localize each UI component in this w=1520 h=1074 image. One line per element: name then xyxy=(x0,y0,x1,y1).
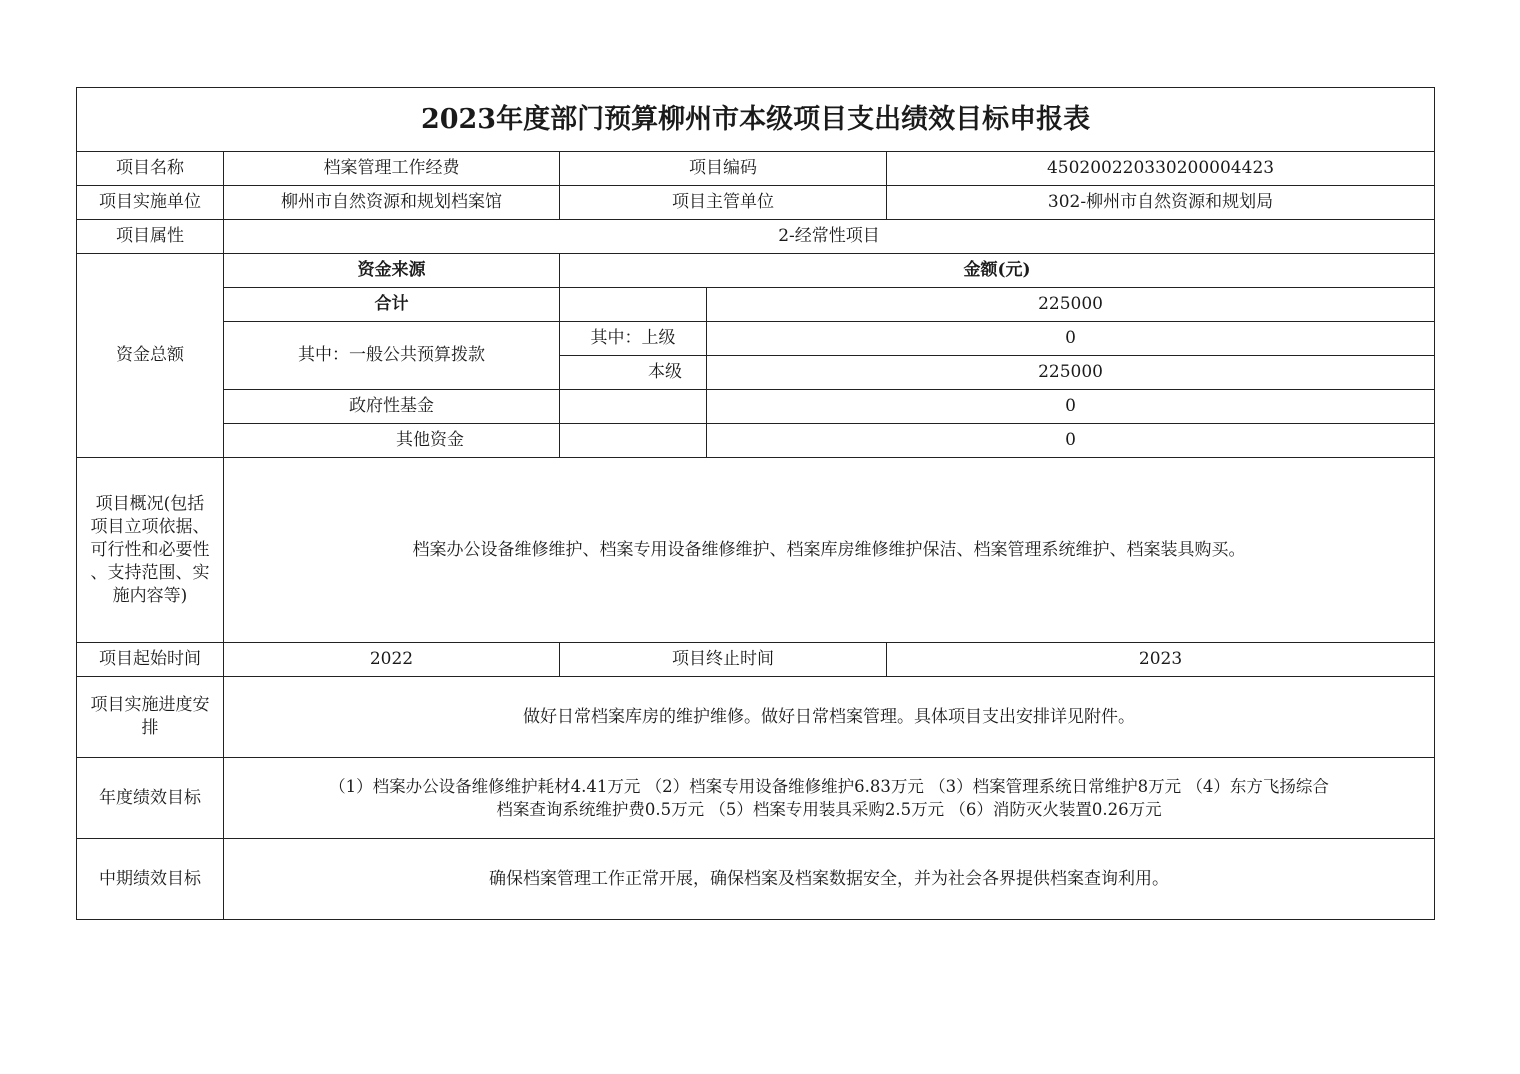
funds-label: 资金总额 xyxy=(77,254,224,458)
overview-text: 档案办公设备维修维护、档案专用设备维修维护、档案库房维修维护保洁、档案管理系统维护、档案装具购买。 xyxy=(224,458,1435,643)
funds-source-header: 资金来源 xyxy=(224,254,560,288)
admin-unit-value: 302-柳州市自然资源和规划局 xyxy=(887,186,1435,220)
project-name-value: 档案管理工作经费 xyxy=(224,152,560,186)
funds-gov-fund-empty xyxy=(560,390,707,424)
funds-total-value: 225000 xyxy=(707,288,1435,322)
funds-gov-fund-value: 0 xyxy=(707,390,1435,424)
impl-unit-label: 项目实施单位 xyxy=(77,186,224,220)
progress-label xyxy=(77,677,224,758)
start-time-value: 2022 xyxy=(224,643,560,677)
end-time-label: 项目终止时间 xyxy=(560,643,887,677)
funds-amount-header: 金额(元) xyxy=(560,254,1435,288)
overview-label-line: 项目立项依据、 xyxy=(90,516,210,537)
midterm-goal-text: 确保档案管理工作正常开展，确保档案及档案数据安全，并为社会各界提供档案查询利用。 xyxy=(224,839,1435,920)
midterm-goal-label: 中期绩效目标 xyxy=(77,839,224,920)
funds-general-label: 其中：一般公共预算拨款 xyxy=(224,322,560,390)
funds-gov-fund-label: 政府性基金 xyxy=(224,390,560,424)
annual-goal-text xyxy=(224,758,1435,839)
funds-superior-label: 其中：上级 xyxy=(560,322,707,356)
start-time-label: 项目起始时间 xyxy=(77,643,224,677)
progress-text: 做好日常档案库房的维护维修。做好日常档案管理。具体项目支出安排详见附件。 xyxy=(224,677,1435,758)
attribute-label: 项目属性 xyxy=(77,220,224,254)
end-time-value: 2023 xyxy=(887,643,1435,677)
funds-local-label: 本级 xyxy=(560,356,707,390)
funds-total-label: 合计 xyxy=(224,288,560,322)
impl-unit-value: 柳州市自然资源和规划档案馆 xyxy=(224,186,560,220)
form-title: 2023年度部门预算柳州市本级项目支出绩效目标申报表 xyxy=(77,88,1435,152)
project-name-label: 项目名称 xyxy=(77,152,224,186)
admin-unit-label: 项目主管单位 xyxy=(560,186,887,220)
annual-goal-line: 档案查询系统维护费0.5万元 （5）档案专用装具采购2.5万元 （6）消防灭火装置0.26万元 xyxy=(496,800,1162,819)
attribute-value: 2-经常性项目 xyxy=(224,220,1435,254)
overview-label-line: 施内容等) xyxy=(112,585,188,606)
overview-label-line: 可行性和必要性 xyxy=(90,539,210,560)
annual-goal-label: 年度绩效目标 xyxy=(77,758,224,839)
funds-other-empty xyxy=(560,424,707,458)
budget-form-table xyxy=(76,87,1435,920)
project-code-label: 项目编码 xyxy=(560,152,887,186)
funds-superior-value: 0 xyxy=(707,322,1435,356)
funds-total-empty xyxy=(560,288,707,322)
funds-local-value: 225000 xyxy=(707,356,1435,390)
funds-other-label: 其他资金 xyxy=(224,424,560,458)
project-code-value: 450200220330200004423 xyxy=(887,152,1435,186)
progress-label-line: 排 xyxy=(141,718,159,738)
overview-label-line: 项目概况(包括 xyxy=(95,493,205,514)
annual-goal-line: （1）档案办公设备维修维护耗材4.41万元 （2）档案专用设备维修维护6.83万元 （3）档案管理系统日常维护8万元 （4）东方飞扬综合 xyxy=(329,777,1329,796)
overview-label xyxy=(77,458,224,643)
funds-other-value: 0 xyxy=(707,424,1435,458)
overview-label-line: 、支持范围、实 xyxy=(90,562,210,583)
progress-label-line: 项目实施进度安 xyxy=(90,695,210,715)
